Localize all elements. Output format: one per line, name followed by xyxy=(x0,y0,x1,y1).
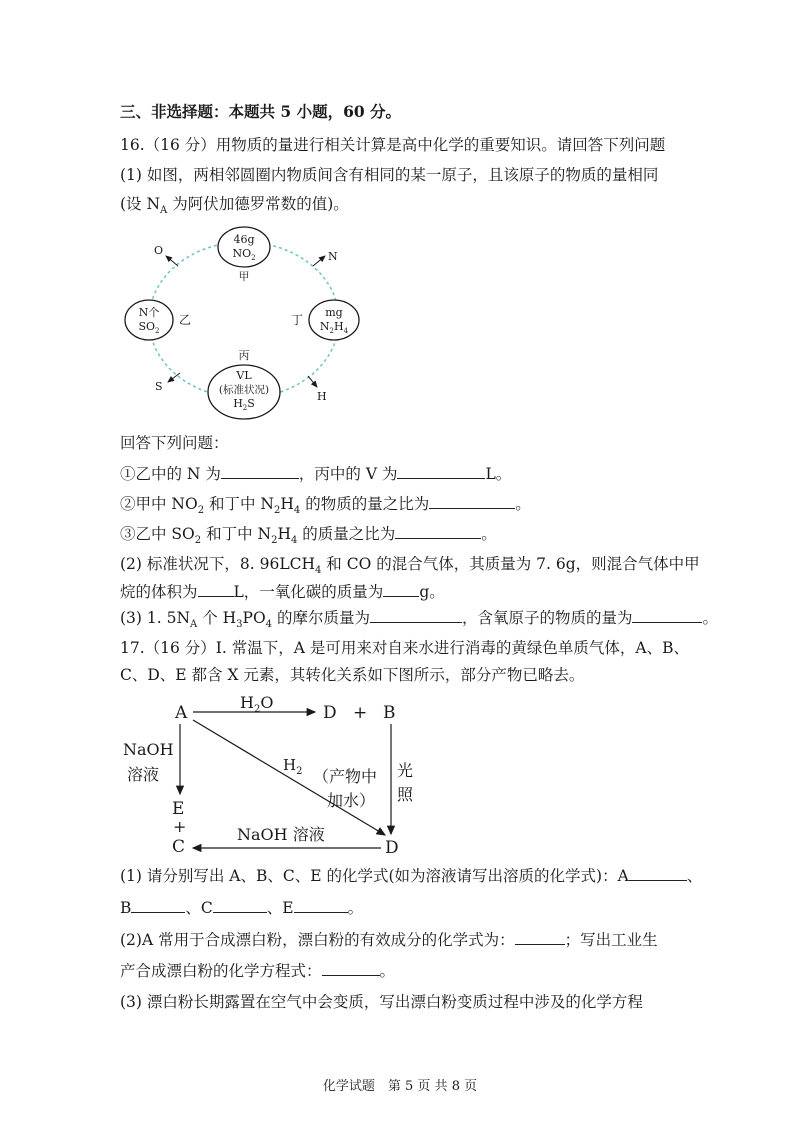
svg-text:H2S: $H_2S$ xyxy=(233,397,255,412)
q16-part1-line2: (设 $N_A$ 为阿伏加德罗常数的值)。 xyxy=(120,195,349,217)
blank-ratio-mass[interactable] xyxy=(395,524,481,539)
svg-text:NaOH: NaOH xyxy=(123,740,174,759)
svg-text:+: + xyxy=(173,817,187,836)
svg-text:N个: N个 xyxy=(138,306,160,319)
q16-sub2: ②甲中 $NO_2$ 和丁中 $N_2H_4$ 的物质的量之比为 。 xyxy=(120,495,531,517)
q17-part1-line2: B 、C 、E 。 xyxy=(120,899,364,917)
section-heading: 三、非选择题：本题共 5 小题，60 分。 xyxy=(120,102,402,121)
svg-text:甲: 甲 xyxy=(238,270,250,283)
q16-answer-intro: 回答下列问题： xyxy=(120,434,229,452)
svg-text:丙: 丙 xyxy=(238,349,250,362)
svg-text:(标准状况): (标准状况) xyxy=(218,384,270,396)
svg-text:H2: $H_2$ xyxy=(283,756,303,777)
q16-sub3: ③乙中 $SO_2$ 和丁中 $N_2H_4$ 的质量之比为 。 xyxy=(120,525,497,547)
q16-sub1: ①乙中的 N 为 ，丙中的 V 为 L。 xyxy=(120,465,512,483)
svg-text:丁: 丁 xyxy=(290,313,304,327)
svg-text:NO2: $NO_2$ xyxy=(232,247,256,262)
svg-text:B: B xyxy=(383,703,396,723)
svg-text:mg: mg xyxy=(325,306,343,319)
svg-text:SO2: $SO_2$ xyxy=(138,320,160,335)
blank-co-mass[interactable] xyxy=(383,582,419,597)
svg-text:NaOH 溶液: NaOH 溶液 xyxy=(237,825,325,844)
blank-ch4-volume[interactable] xyxy=(198,582,234,597)
circle-yi xyxy=(125,300,191,340)
q16-part2-line1: (2) 标准状况下，8. $96LCH_4$ 和 CO 的混合气体，其质量为 7. 6g，则混合气体中甲 xyxy=(120,555,700,577)
circle-bing xyxy=(208,349,280,419)
svg-text:S: S xyxy=(155,380,163,393)
blank-E[interactable] xyxy=(294,898,348,913)
q17-conversion-diagram xyxy=(115,688,435,863)
q17-part2-line1: (2)A 常用于合成漂白粉，漂白粉的有效成分的化学式为： ；写出工业生 xyxy=(120,931,658,949)
svg-text:+: + xyxy=(353,703,368,723)
q16-part1-line1: (1) 如图，两相邻圆圈内物质间含有相同的某一原子，且该原子的物质的量相同 xyxy=(120,166,659,184)
svg-text:D: D xyxy=(385,838,399,858)
circle-ding xyxy=(291,300,359,340)
svg-text:照: 照 xyxy=(397,785,414,804)
svg-text:H2O: $H_2O$ xyxy=(240,693,274,715)
blank-molar-mass[interactable] xyxy=(370,608,462,623)
arrow-H xyxy=(308,376,317,387)
svg-text:N: N xyxy=(328,250,338,263)
arrow-S xyxy=(168,373,180,382)
svg-text:C: C xyxy=(172,837,186,857)
q17-part1-line1: (1) 请分别写出 A、B、C、E 的化学式(如为溶液请写出溶质的化学式)：A 、 xyxy=(120,867,703,885)
svg-text:溶液: 溶液 xyxy=(127,765,160,784)
arrow-N xyxy=(313,256,325,266)
blank-ratio-mol[interactable] xyxy=(429,494,515,509)
blank-B[interactable] xyxy=(131,898,185,913)
svg-text:46g: 46g xyxy=(233,233,255,246)
svg-text:D: D xyxy=(323,703,337,723)
svg-text:加水）: 加水） xyxy=(327,791,376,810)
blank-C[interactable] xyxy=(213,898,267,913)
blank-bleach-equation[interactable] xyxy=(322,961,380,976)
q16-part3: (3) 1. $5N_A$ 个 $H_3PO_4$ 的摩尔质量为 ，含氧原子的物质的量为 。 xyxy=(120,609,718,631)
q17-stem-line1: 17.（16 分）I. 常温下，A 是可用来对自来水进行消毒的黄绿色单质气体，A、B、 xyxy=(120,639,689,657)
svg-text:（产物中: （产物中 xyxy=(313,767,378,786)
q17-stem-line2: C、D、E 都含 X 元素，其转化关系如下图所示，部分产物已略去。 xyxy=(120,666,585,684)
blank-oxygen-mol[interactable] xyxy=(632,608,702,623)
circle-jia xyxy=(218,227,270,283)
q16-part2-line2: 烷的体积为 L，一氧化碳的质量为 g。 xyxy=(120,583,445,601)
svg-text:光: 光 xyxy=(397,761,414,780)
svg-text:E: E xyxy=(172,799,185,819)
blank-A[interactable] xyxy=(629,866,687,881)
page-footer: 化学试题 第 5 页 共 8 页 xyxy=(322,1079,478,1094)
q17-part3: (3) 漂白粉长期露置在空气中会变质，写出漂白粉变质过程中涉及的化学方程 xyxy=(120,993,643,1011)
svg-text:H: H xyxy=(317,390,327,403)
svg-text:乙: 乙 xyxy=(178,313,192,327)
q16-stem: 16.（16 分）用物质的量进行相关计算是高中化学的重要知识。请回答下列问题 xyxy=(120,136,666,154)
svg-text:O: O xyxy=(154,244,164,257)
q16-circle-diagram xyxy=(110,222,370,427)
blank-bleach-formula[interactable] xyxy=(515,930,565,945)
svg-text:N2H4: $N_2H_4$ xyxy=(319,320,349,335)
svg-text:VL: VL xyxy=(236,369,252,382)
blank-V[interactable] xyxy=(397,464,485,479)
arrow-O xyxy=(166,256,178,266)
q17-part2-line2: 产合成漂白粉的化学方程式： 。 xyxy=(120,962,396,980)
svg-text:A: A xyxy=(175,703,188,723)
blank-N[interactable] xyxy=(221,464,299,479)
